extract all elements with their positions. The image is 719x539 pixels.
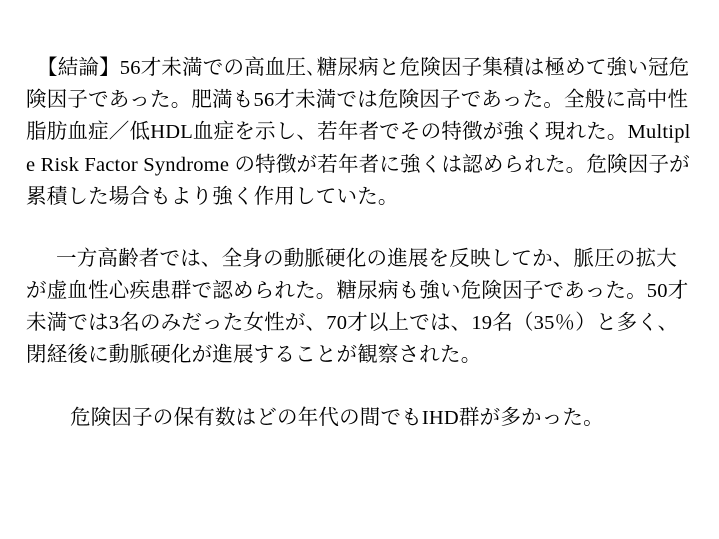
paragraph-conclusion: 【結論】56才未満での高血圧､糖尿病と危険因子集積は極めて強い冠危険因子であった。肥満も56才未満では危険因子であった。全般に高中性脂肪血症／低HDL血症を示し、若年者でその特徴が強く現れた。Multiple Risk Factor Syndrome の特徴が若年者に強くは認められた。危険因子が累積した場合もより強く作用していた。 [26,57,691,208]
paragraph-risk-factor-count: 危険因子の保有数はどの年代の間でもIHD群が多かった。 [70,406,604,429]
paragraph-elderly: 一方高齢者では、全身の動脈硬化の進展を反映してか、脈圧の拡大が虚血性心疾患群で認められた。糖尿病も強い危険因子であった。50才未満では3名のみだった女性が、70才以上では、19名（35％）と多く、閉経後に動脈硬化が進展することが観察された。 [26,247,689,367]
